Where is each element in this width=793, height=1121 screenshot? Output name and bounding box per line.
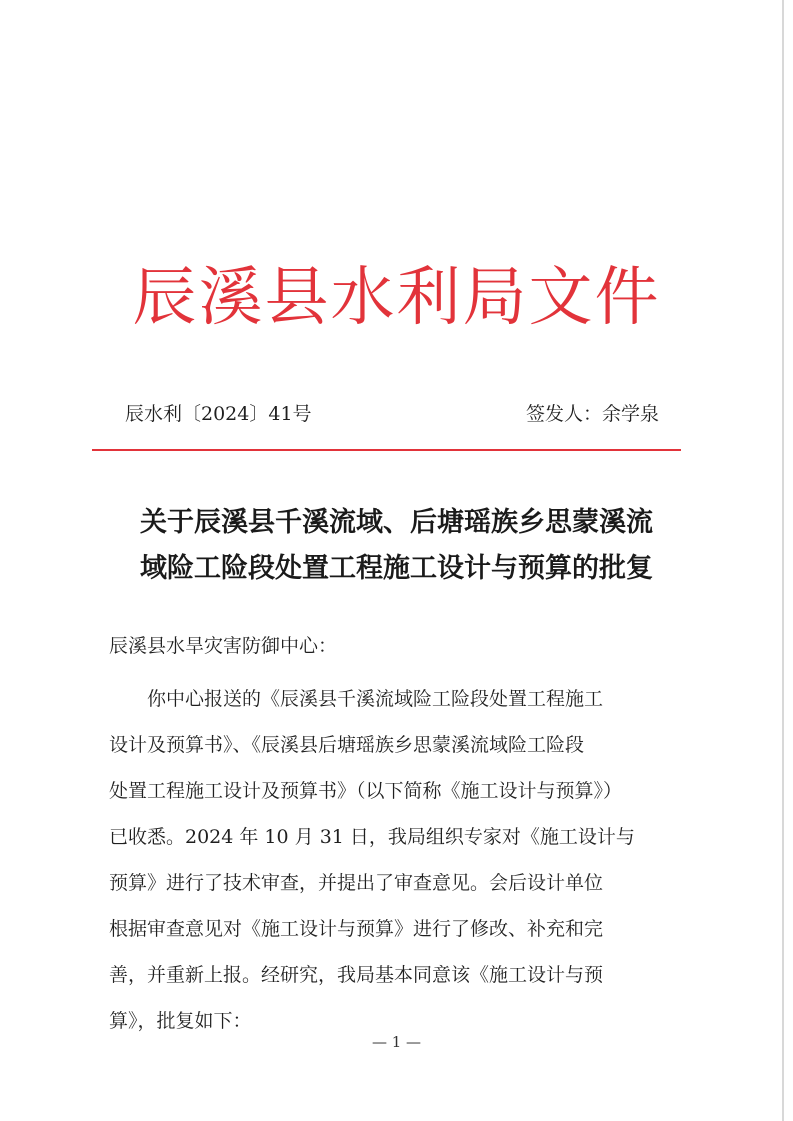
body-paragraph — [109, 676, 689, 1044]
issuer-signature: 签发人：余学泉 — [525, 403, 659, 425]
scan-edge-line — [782, 0, 784, 1121]
title-line-2: 域险工险段处置工程施工设计与预算的批复 — [140, 553, 653, 584]
recipient-line: 辰溪县水旱灾害防御中心： — [109, 635, 338, 657]
body-line: 你中心报送的《辰溪县千溪流域险工险段处置工程施工 — [147, 688, 604, 710]
red-divider-line — [92, 449, 681, 451]
document-masthead: 辰溪县水利局文件 — [132, 261, 661, 335]
body-line: 善，并重新上报。经研究，我局基本同意该《施工设计与预 — [109, 964, 604, 986]
body-line: 根据审查意见对《施工设计与预算》进行了修改、补充和完 — [109, 918, 604, 940]
body-line: 处置工程施工设计及预算书》（以下简称《施工设计与预算》） — [109, 780, 623, 802]
document-title — [0, 500, 793, 592]
title-line-1: 关于辰溪县千溪流域、后塘瑶族乡思蒙溪流 — [140, 507, 653, 538]
body-line: 预算》进行了技术审查，并提出了审查意见。会后设计单位 — [109, 872, 604, 894]
page-number: — 1 — — [371, 1033, 422, 1051]
body-line: 算》，批复如下： — [109, 1010, 252, 1032]
body-line: 已收悉。2024 年 10 月 31 日，我局组织专家对《施工设计与 — [109, 826, 635, 848]
body-line: 设计及预算书》、《辰溪县后塘瑶族乡思蒙溪流域险工险段 — [109, 734, 585, 756]
document-number: 辰水利〔2024〕41号 — [125, 403, 312, 425]
